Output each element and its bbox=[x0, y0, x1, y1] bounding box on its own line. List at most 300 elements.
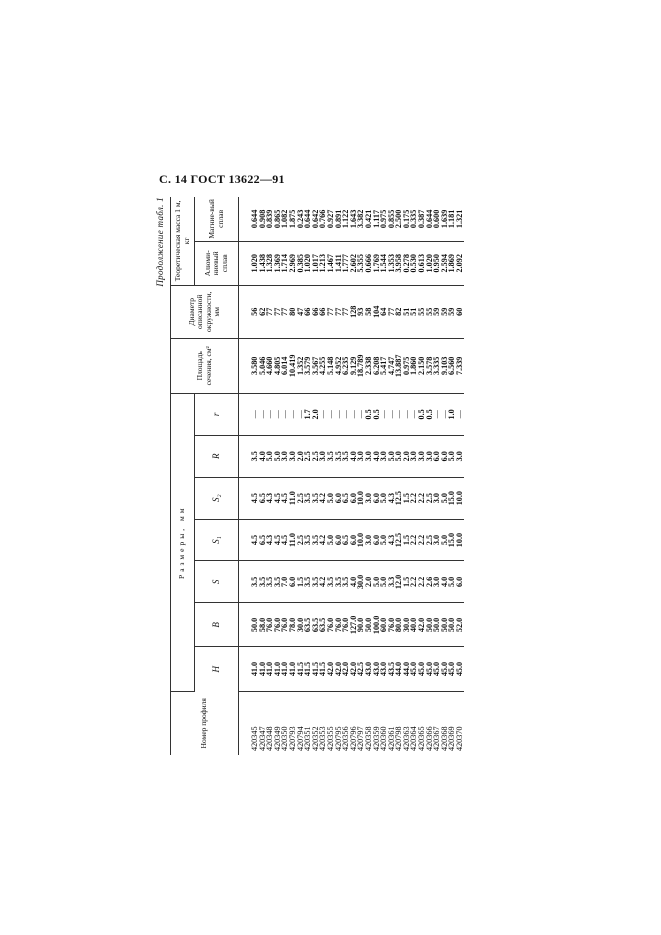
cell-area: 1.860 bbox=[410, 338, 418, 393]
cell-S: 1.5 bbox=[297, 561, 305, 603]
cell-al: 0.385 bbox=[297, 241, 305, 285]
cell-r: 1.7 bbox=[304, 393, 312, 435]
cell-R: 5.0 bbox=[388, 435, 396, 477]
cell-S1: 4.5 bbox=[239, 519, 259, 561]
cell-d: 80 bbox=[289, 285, 297, 338]
cell-R: 3.0 bbox=[357, 435, 365, 477]
cell-mg: 0.891 bbox=[335, 197, 343, 241]
cell-area: 6.235 bbox=[342, 338, 350, 393]
cell-d: 55 bbox=[426, 285, 434, 338]
cell-S: 6.0 bbox=[456, 561, 464, 603]
cell-no: 420370 bbox=[455, 726, 465, 751]
cell-r: 0.5 bbox=[373, 393, 381, 435]
cell-area: 4.747 bbox=[388, 338, 396, 393]
cell-S1: 2.5 bbox=[297, 519, 305, 561]
cell-mg: 1.321 bbox=[456, 197, 464, 241]
cell-B: 50.0 bbox=[365, 603, 373, 647]
cell-area: 13.887 bbox=[395, 338, 403, 393]
cell-H: 43.0 bbox=[373, 647, 381, 691]
cell-S1: 5.0 bbox=[327, 519, 335, 561]
cell-d: 51 bbox=[403, 285, 411, 338]
cell-B: 76.0 bbox=[335, 603, 343, 647]
cell-S: 3.5 bbox=[327, 561, 335, 603]
cell-B: 90.0 bbox=[357, 603, 365, 647]
cell-al: 2.602 bbox=[350, 241, 358, 285]
cell-r: — bbox=[335, 393, 343, 435]
cell-S1: 4.5 bbox=[274, 519, 282, 561]
cell-al: 2.092 bbox=[456, 241, 464, 285]
cell-no: 420356 bbox=[341, 726, 351, 751]
cell-d: 59 bbox=[433, 285, 441, 338]
cell-B: 76.0 bbox=[342, 603, 350, 647]
cell-al: 1.353 bbox=[388, 241, 396, 285]
cell-S: 4.0 bbox=[350, 561, 358, 603]
cell-H: 41.0 bbox=[239, 647, 259, 691]
cell-B: 40.0 bbox=[410, 603, 418, 647]
cell-H: 41.5 bbox=[297, 647, 305, 691]
cell-al: 2.594 bbox=[441, 241, 449, 285]
cell-mg: 0.335 bbox=[410, 197, 418, 241]
cell-S: 1.5 bbox=[403, 561, 411, 603]
table-body bbox=[239, 197, 464, 755]
cell-S1: 12.5 bbox=[395, 519, 403, 561]
header-aluminum: Алюми-ниевый сплав bbox=[195, 241, 239, 285]
cell-no: 420359 bbox=[371, 726, 381, 751]
cell-S2: 6.0 bbox=[335, 477, 343, 519]
cell-B: 30.0 bbox=[403, 603, 411, 647]
cell-d: 56 bbox=[239, 285, 259, 338]
cell-mg: 0.927 bbox=[327, 197, 335, 241]
cell-H: 45.0 bbox=[418, 647, 426, 691]
cell-al: 2.969 bbox=[289, 241, 297, 285]
cell-R: 6.0 bbox=[441, 435, 449, 477]
cell-H: 45.0 bbox=[456, 647, 464, 691]
cell-r: — bbox=[274, 393, 282, 435]
cell-mg: 1.639 bbox=[441, 197, 449, 241]
cell-S: 5.0 bbox=[380, 561, 388, 603]
cell-no: 420358 bbox=[363, 726, 373, 751]
cell-B: 50.0 bbox=[433, 603, 441, 647]
cell-d: 77 bbox=[388, 285, 396, 338]
cell-S2: 2.2 bbox=[410, 477, 418, 519]
cell-H: 41.5 bbox=[312, 647, 320, 691]
cell-H: 41.0 bbox=[281, 647, 289, 691]
cell-B: 63.5 bbox=[319, 603, 327, 647]
cell-no: 420355 bbox=[325, 726, 335, 751]
cell-H: 41.5 bbox=[319, 647, 327, 691]
cell-al: 1.020 bbox=[239, 241, 259, 285]
cell-no: 420797 bbox=[356, 726, 366, 751]
cell-S1: 3.5 bbox=[312, 519, 320, 561]
cell-B: 60.0 bbox=[380, 603, 388, 647]
cell-d: 77 bbox=[327, 285, 335, 338]
cell-S: 3.5 bbox=[304, 561, 312, 603]
cell-S1: 6.5 bbox=[342, 519, 350, 561]
profile-table bbox=[170, 197, 464, 755]
cell-R: 5.0 bbox=[266, 435, 274, 477]
cell-H: 44.0 bbox=[403, 647, 411, 691]
cell-al: 1.328 bbox=[266, 241, 274, 285]
cell-mg: 0.642 bbox=[312, 197, 320, 241]
cell-d: 59 bbox=[441, 285, 449, 338]
cell-d: 47 bbox=[297, 285, 305, 338]
cell-S1: 2.5 bbox=[426, 519, 434, 561]
cell-al: 0.530 bbox=[410, 241, 418, 285]
cell-mg: 2.500 bbox=[395, 197, 403, 241]
cell-area: 6.014 bbox=[281, 338, 289, 393]
cell-R: 5.0 bbox=[448, 435, 456, 477]
cell-S2: 6.0 bbox=[350, 477, 358, 519]
cell-S2: 4.2 bbox=[319, 477, 327, 519]
cell-area: 4.255 bbox=[319, 338, 327, 393]
cell-B: 58.0 bbox=[259, 603, 267, 647]
cell-R: 3.0 bbox=[418, 435, 426, 477]
cell-S: 3.5 bbox=[266, 561, 274, 603]
cell-S: 3.5 bbox=[259, 561, 267, 603]
cell-B: 50.0 bbox=[426, 603, 434, 647]
cell-R: 3.0 bbox=[281, 435, 289, 477]
cell-S: 12.0 bbox=[395, 561, 403, 603]
cell-B: 78.0 bbox=[289, 603, 297, 647]
cell-S: 5.0 bbox=[373, 561, 381, 603]
cell-R: 3.5 bbox=[342, 435, 350, 477]
header-dimensions: Размеры, мм bbox=[171, 393, 195, 691]
rotated-table-block bbox=[150, 195, 610, 755]
cell-area: 2.338 bbox=[365, 338, 373, 393]
header-profile-no: Номер профиля bbox=[171, 691, 239, 755]
cell-B: 76.0 bbox=[327, 603, 335, 647]
cell-S2: 4.3 bbox=[388, 477, 396, 519]
cell-area: 10.419 bbox=[289, 338, 297, 393]
cell-r: — bbox=[456, 393, 464, 435]
cell-S2: 3.0 bbox=[365, 477, 373, 519]
cell-S2: 5.0 bbox=[441, 477, 449, 519]
cell-area: 3.567 bbox=[312, 338, 320, 393]
cell-S: 3.5 bbox=[312, 561, 320, 603]
cell-area: 6.560 bbox=[448, 338, 456, 393]
cell-H: 45.0 bbox=[433, 647, 441, 691]
cell-S: 3.5 bbox=[335, 561, 343, 603]
cell-mg: 0.865 bbox=[274, 197, 282, 241]
cell-d: 77 bbox=[274, 285, 282, 338]
cell-S2: 10.0 bbox=[357, 477, 365, 519]
cell-S: 3.5 bbox=[239, 561, 259, 603]
cell-S1: 4.3 bbox=[266, 519, 274, 561]
cell-mg: 3.382 bbox=[357, 197, 365, 241]
cell-r: 0.5 bbox=[418, 393, 426, 435]
cell-H: 42.0 bbox=[342, 647, 350, 691]
cell-mg: 0.644 bbox=[426, 197, 434, 241]
cell-area: 5.148 bbox=[327, 338, 335, 393]
cell-R: 2.0 bbox=[297, 435, 305, 477]
cell-S2: 3.5 bbox=[304, 477, 312, 519]
cell-r: — bbox=[297, 393, 305, 435]
cell-al: 1.544 bbox=[380, 241, 388, 285]
cell-area: 3.578 bbox=[426, 338, 434, 393]
cell-d: 93 bbox=[357, 285, 365, 338]
cell-no: 420368 bbox=[439, 726, 449, 751]
table-row bbox=[456, 197, 464, 755]
cell-R: 2.0 bbox=[403, 435, 411, 477]
cell-no: 420795 bbox=[333, 726, 343, 751]
cell-S1: 6.5 bbox=[259, 519, 267, 561]
cell-no: 420366 bbox=[424, 726, 434, 751]
cell-B: 80.0 bbox=[395, 603, 403, 647]
cell-area: 4.952 bbox=[335, 338, 343, 393]
cell-r: — bbox=[239, 393, 259, 435]
cell-S1: 6.0 bbox=[335, 519, 343, 561]
header-R: R bbox=[195, 435, 239, 477]
cell-r: — bbox=[441, 393, 449, 435]
cell-B: 50.0 bbox=[448, 603, 456, 647]
cell-S2: 6.5 bbox=[342, 477, 350, 519]
cell-mg: 0.421 bbox=[365, 197, 373, 241]
cell-area: 9.129 bbox=[350, 338, 358, 393]
cell-S2: 15.0 bbox=[448, 477, 456, 519]
header-S2: S₂ bbox=[195, 477, 239, 519]
cell-al: 1.017 bbox=[312, 241, 320, 285]
cell-B: 63.5 bbox=[304, 603, 312, 647]
cell-no: 420350 bbox=[280, 726, 290, 751]
cell-area: 3.580 bbox=[239, 338, 259, 393]
cell-S2: 10.0 bbox=[456, 477, 464, 519]
cell-R: 3.0 bbox=[410, 435, 418, 477]
cell-S1: 2.2 bbox=[410, 519, 418, 561]
cell-d: 82 bbox=[395, 285, 403, 338]
cell-B: 30.0 bbox=[297, 603, 305, 647]
cell-mg: 0.766 bbox=[319, 197, 327, 241]
cell-B: 42.0 bbox=[418, 603, 426, 647]
cell-r: — bbox=[342, 393, 350, 435]
cell-no: 420796 bbox=[348, 726, 358, 751]
cell-al: 1.869 bbox=[448, 241, 456, 285]
cell-area: 1.352 bbox=[297, 338, 305, 393]
cell-S: 3.5 bbox=[342, 561, 350, 603]
cell-al: 1.369 bbox=[274, 241, 282, 285]
cell-S: 3.5 bbox=[274, 561, 282, 603]
cell-S1: 10.0 bbox=[456, 519, 464, 561]
cell-H: 43.0 bbox=[380, 647, 388, 691]
cell-S: 3.0 bbox=[433, 561, 441, 603]
cell-al: 0.666 bbox=[365, 241, 373, 285]
cell-S1: 5.0 bbox=[441, 519, 449, 561]
cell-S2: 2.5 bbox=[297, 477, 305, 519]
cell-d: 62 bbox=[259, 285, 267, 338]
cell-S1: 2.2 bbox=[418, 519, 426, 561]
cell-area: 6.208 bbox=[373, 338, 381, 393]
cell-S2: 5.0 bbox=[380, 477, 388, 519]
cell-mg: 0.243 bbox=[297, 197, 305, 241]
cell-d: 58 bbox=[365, 285, 373, 338]
cell-r: — bbox=[327, 393, 335, 435]
cell-mg: 0.387 bbox=[418, 197, 426, 241]
cell-H: 45.0 bbox=[426, 647, 434, 691]
header-magnesium: Магние-вый сплав bbox=[195, 197, 239, 241]
cell-S2: 4.3 bbox=[266, 477, 274, 519]
cell-S2: 6.0 bbox=[373, 477, 381, 519]
cell-area: 0.975 bbox=[403, 338, 411, 393]
cell-no: 420351 bbox=[303, 726, 313, 751]
cell-r: — bbox=[388, 393, 396, 435]
cell-S1: 6.0 bbox=[373, 519, 381, 561]
cell-R: 5.0 bbox=[395, 435, 403, 477]
cell-B: 76.0 bbox=[266, 603, 274, 647]
cell-no: 420798 bbox=[394, 726, 404, 751]
page-header: С. 14 ГОСТ 13622—91 bbox=[159, 172, 285, 186]
cell-d: 60 bbox=[456, 285, 464, 338]
cell-S: 3.3 bbox=[388, 561, 396, 603]
cell-no: 420353 bbox=[318, 726, 328, 751]
cell-H: 42.5 bbox=[357, 647, 365, 691]
cell-S2: 3.5 bbox=[312, 477, 320, 519]
cell-al: 1.714 bbox=[281, 241, 289, 285]
cell-B: 127.0 bbox=[350, 603, 358, 647]
cell-no: 420361 bbox=[386, 726, 396, 751]
cell-al: 1.777 bbox=[342, 241, 350, 285]
cell-H: 41.0 bbox=[274, 647, 282, 691]
cell-al: 1.769 bbox=[373, 241, 381, 285]
cell-r: — bbox=[350, 393, 358, 435]
cell-r: — bbox=[319, 393, 327, 435]
cell-S2: 6.5 bbox=[259, 477, 267, 519]
cell-r: — bbox=[433, 393, 441, 435]
cell-d: 59 bbox=[448, 285, 456, 338]
cell-no: 420349 bbox=[272, 726, 282, 751]
cell-d: 77 bbox=[335, 285, 343, 338]
cell-H: 41.0 bbox=[259, 647, 267, 691]
cell-mg: 1.122 bbox=[342, 197, 350, 241]
cell-no: 420793 bbox=[287, 726, 297, 751]
cell-S: 5.0 bbox=[448, 561, 456, 603]
cell-r: — bbox=[259, 393, 267, 435]
cell-H: 41.0 bbox=[289, 647, 297, 691]
table-row bbox=[239, 197, 259, 755]
cell-al: 1.467 bbox=[327, 241, 335, 285]
cell-R: 6.0 bbox=[433, 435, 441, 477]
cell-H: 41.5 bbox=[304, 647, 312, 691]
cell-R: 3.0 bbox=[365, 435, 373, 477]
cell-al: 1.438 bbox=[259, 241, 267, 285]
cell-d: 66 bbox=[312, 285, 320, 338]
header-B: B bbox=[195, 603, 239, 647]
cell-B: 52.0 bbox=[456, 603, 464, 647]
cell-H: 42.0 bbox=[327, 647, 335, 691]
cell-mg: 1.643 bbox=[350, 197, 358, 241]
cell-r: — bbox=[395, 393, 403, 435]
header-circle-diameter: Диаметр описанной окружности, мм bbox=[171, 285, 239, 338]
cell-mg: 0.908 bbox=[259, 197, 267, 241]
cell-S1: 15.0 bbox=[448, 519, 456, 561]
cell-S1: 6.0 bbox=[350, 519, 358, 561]
cell-no: 420345 bbox=[250, 726, 259, 751]
header-S: S bbox=[195, 561, 239, 603]
cell-S2: 1.5 bbox=[403, 477, 411, 519]
cell-al: 1.020 bbox=[426, 241, 434, 285]
cell-no: 420794 bbox=[295, 726, 305, 751]
cell-al: 5.355 bbox=[357, 241, 365, 285]
cell-S2: 4.5 bbox=[239, 477, 259, 519]
cell-d: 104 bbox=[373, 285, 381, 338]
cell-area: 18.789 bbox=[357, 338, 365, 393]
cell-mg: 0.644 bbox=[304, 197, 312, 241]
cell-al: 1.213 bbox=[319, 241, 327, 285]
cell-al: 0.613 bbox=[418, 241, 426, 285]
cell-R: 4.0 bbox=[350, 435, 358, 477]
cell-r: — bbox=[289, 393, 297, 435]
cell-al: 1.020 bbox=[304, 241, 312, 285]
header-area: Площадь сечения, см² bbox=[171, 338, 239, 393]
cell-R: 3.0 bbox=[319, 435, 327, 477]
cell-S2: 4.5 bbox=[281, 477, 289, 519]
cell-S1: 4.5 bbox=[281, 519, 289, 561]
cell-area: 5.417 bbox=[380, 338, 388, 393]
cell-B: 76.0 bbox=[274, 603, 282, 647]
cell-H: 45.0 bbox=[448, 647, 456, 691]
cell-R: 3.0 bbox=[289, 435, 297, 477]
cell-S2: 12.5 bbox=[395, 477, 403, 519]
cell-no: 420369 bbox=[447, 726, 457, 751]
cell-mg: 0.175 bbox=[403, 197, 411, 241]
cell-d: 66 bbox=[319, 285, 327, 338]
cell-S1: 3.5 bbox=[304, 519, 312, 561]
cell-S2: 4.5 bbox=[274, 477, 282, 519]
cell-r: — bbox=[266, 393, 274, 435]
cell-S1: 4.3 bbox=[388, 519, 396, 561]
cell-R: 3.0 bbox=[426, 435, 434, 477]
header-H: H bbox=[195, 647, 239, 691]
cell-al: 1.411 bbox=[335, 241, 343, 285]
cell-S1: 5.0 bbox=[380, 519, 388, 561]
cell-H: 42.0 bbox=[350, 647, 358, 691]
cell-al: 3.958 bbox=[395, 241, 403, 285]
cell-mg: 0.600 bbox=[433, 197, 441, 241]
cell-S: 2.2 bbox=[410, 561, 418, 603]
cell-mg: 1.117 bbox=[373, 197, 381, 241]
cell-H: 43.5 bbox=[388, 647, 396, 691]
cell-no: 420360 bbox=[379, 726, 389, 751]
cell-S: 4.0 bbox=[441, 561, 449, 603]
cell-r: — bbox=[281, 393, 289, 435]
cell-R: 3.0 bbox=[456, 435, 464, 477]
cell-B: 76.0 bbox=[388, 603, 396, 647]
cell-R: 4.0 bbox=[373, 435, 381, 477]
cell-S: 30.0 bbox=[357, 561, 365, 603]
cell-mg: 1.181 bbox=[448, 197, 456, 241]
cell-no: 420365 bbox=[417, 726, 427, 751]
cell-no: 420367 bbox=[432, 726, 442, 751]
header-r: r bbox=[195, 393, 239, 435]
cell-r: — bbox=[357, 393, 365, 435]
cell-H: 45.0 bbox=[441, 647, 449, 691]
cell-mg: 1.082 bbox=[281, 197, 289, 241]
cell-r: 1.0 bbox=[448, 393, 456, 435]
cell-area: 4.805 bbox=[274, 338, 282, 393]
cell-d: 77 bbox=[281, 285, 289, 338]
cell-R: 2.5 bbox=[312, 435, 320, 477]
cell-S2: 3.0 bbox=[433, 477, 441, 519]
cell-H: 44.0 bbox=[395, 647, 403, 691]
cell-S1: 3.0 bbox=[365, 519, 373, 561]
cell-mg: 0.855 bbox=[388, 197, 396, 241]
cell-S2: 2.5 bbox=[426, 477, 434, 519]
cell-no: 420363 bbox=[401, 726, 411, 751]
cell-area: 7.339 bbox=[456, 338, 464, 393]
cell-d: 77 bbox=[342, 285, 350, 338]
cell-S1: 1.5 bbox=[403, 519, 411, 561]
cell-R: 2.5 bbox=[304, 435, 312, 477]
cell-r: — bbox=[403, 393, 411, 435]
cell-S1: 4.2 bbox=[319, 519, 327, 561]
